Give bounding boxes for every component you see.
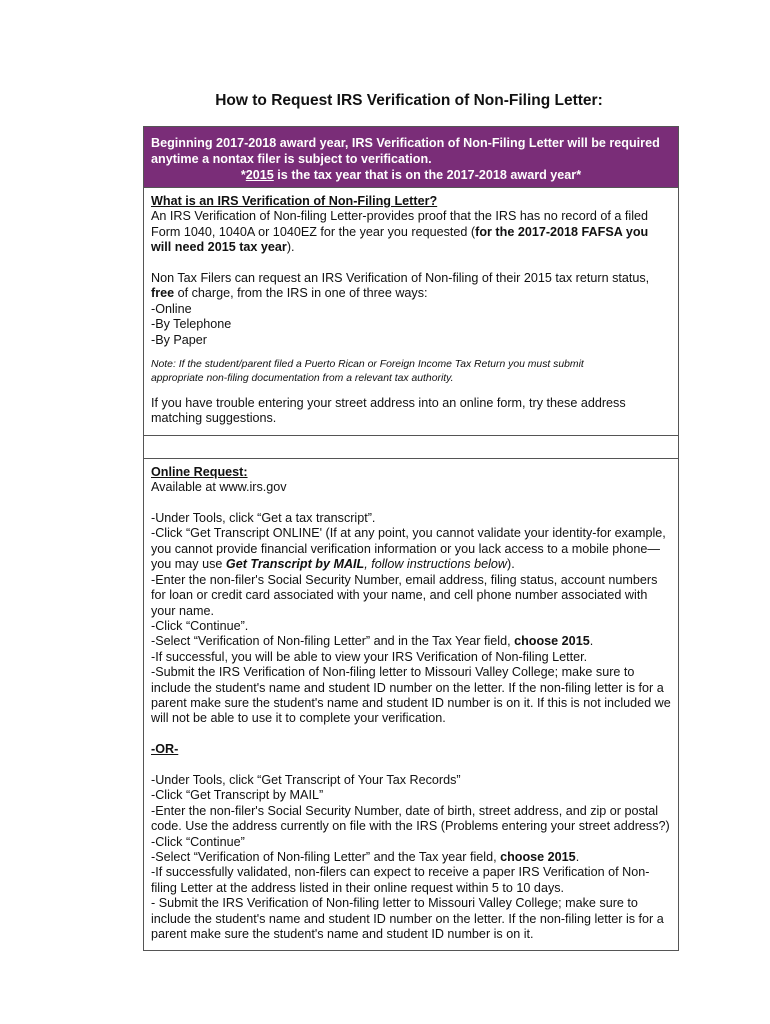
- step-1: -Under Tools, click “Get a tax transcript”.: [151, 511, 376, 526]
- tax-year-highlight: 2015: [245, 168, 274, 182]
- banner-line-1: Beginning 2017-2018 award year, IRS Verification of Non-Filing Letter will be required: [151, 136, 660, 150]
- step-2-line2: you cannot provide financial verification information or you lack access to a mobile phone—: [151, 541, 660, 556]
- mail-step-7-line3: parent make sure the student's name and student ID number is on it.: [151, 927, 534, 941]
- mail-step-6-line1: -If successfully validated, non-filers can expect to receive a paper IRS Verification of Non-: [151, 865, 650, 880]
- available-at: Available at www.irs.gov: [151, 480, 287, 495]
- what-p1-line3: will need 2015 tax year).: [151, 240, 295, 255]
- way-paper: -By Paper: [151, 332, 207, 347]
- step-3-line3: your name.: [151, 603, 214, 618]
- step-2-line3: you may use Get Transcript by MAIL, follow instructions below).: [151, 557, 515, 572]
- mail-step-4: -Click “Continue”: [151, 834, 245, 849]
- what-is-section: [144, 188, 678, 436]
- content-table: [143, 126, 679, 951]
- step-6: -If successful, you will be able to view your IRS Verification of Non-filing Letter.: [151, 649, 588, 664]
- online-request-section: [144, 459, 678, 951]
- step-3-line1: -Enter the non-filer's Social Security Number, email address, filing status, account numbers: [151, 572, 658, 587]
- mail-step-5: -Select “Verification of Non-filing Letter” and the Tax year field, choose 2015.: [151, 849, 580, 864]
- mail-step-3-line2: code. Use the address currently on file with the IRS (Problems entering your street address?): [151, 819, 670, 834]
- what-p1-line2: Form 1040, 1040A or 1040EZ for the year you requested (for the 2017-2018 FAFSA you: [151, 224, 649, 239]
- note-line-1: Note: If the student/parent filed a Puerto Rican or Foreign Income Tax Return you must submit: [151, 359, 584, 371]
- way-telephone: -By Telephone: [151, 317, 232, 332]
- step-3-line2: for loan or credit card associated with your name, and cell phone number associated with: [151, 588, 648, 603]
- note-line-2: appropriate non-filing documentation from a relevant tax authority.: [151, 373, 454, 385]
- step-2-line1: -Click “Get Transcript ONLINE' (If at any point, you cannot validate your identity-for example,: [151, 526, 666, 541]
- mail-step-7-line1: - Submit the IRS Verification of Non-filing letter to Missouri Valley College; make sure to: [151, 896, 638, 911]
- step-7-line3: parent make sure the student's name and student ID number is on it. If this is not included we: [151, 695, 671, 710]
- empty-row: [144, 436, 678, 459]
- step-7-line4: will not be able to use it to complete your verification.: [151, 711, 446, 726]
- page-title: How to Request IRS Verification of Non-Filing Letter:: [215, 92, 603, 109]
- or-divider: -OR-: [151, 742, 179, 757]
- mail-step-2: -Click “Get Transcript by MAIL”: [151, 788, 324, 803]
- banner-line-2: anytime a nontax filer is subject to verification.: [151, 152, 432, 166]
- mail-step-6-line2: filing Letter at the address listed in their online request within 5 to 10 days.: [151, 880, 565, 895]
- step-7-line1: -Submit the IRS Verification of Non-filing letter to Missouri Valley College; make sure to: [151, 665, 635, 680]
- what-p2-line1: Non Tax Filers can request an IRS Verification of Non-filing of their 2015 tax return status,: [151, 271, 650, 286]
- trouble-line-2: matching suggestions.: [151, 411, 277, 426]
- online-request-heading: Online Request:: [151, 464, 248, 479]
- what-p1-line1: An IRS Verification of Non-filing Letter-provides proof that the IRS has no record of a filed: [151, 209, 649, 224]
- mail-step-3-line1: -Enter the non-filer's Social Security Number, date of birth, street address, and zip or postal: [151, 803, 659, 818]
- step-5: -Select “Verification of Non-filing Letter” and in the Tax Year field, choose 2015.: [151, 634, 594, 649]
- what-is-heading: What is an IRS Verification of Non-Filing Letter?: [151, 194, 438, 208]
- mail-step-7-line2: include the student's name and student ID number on the letter. If the non-filing letter is for a: [151, 911, 664, 926]
- step-7-line2: include the student's name and student ID number on the letter. If the non-filing letter is for a: [151, 680, 664, 695]
- trouble-line-1: If you have trouble entering your street address into an online form, try these address: [151, 396, 626, 411]
- mail-step-1: -Under Tools, click “Get Transcript of Your Tax Records”: [151, 772, 461, 787]
- way-online: -Online: [151, 301, 192, 316]
- what-p2-line2: free of charge, from the IRS in one of three ways:: [151, 286, 428, 301]
- step-4: -Click “Continue”.: [151, 618, 249, 633]
- requirement-banner: [144, 127, 678, 188]
- banner-line-3: *2015 is the tax year that is on the 2017-2018 award year*: [240, 168, 582, 182]
